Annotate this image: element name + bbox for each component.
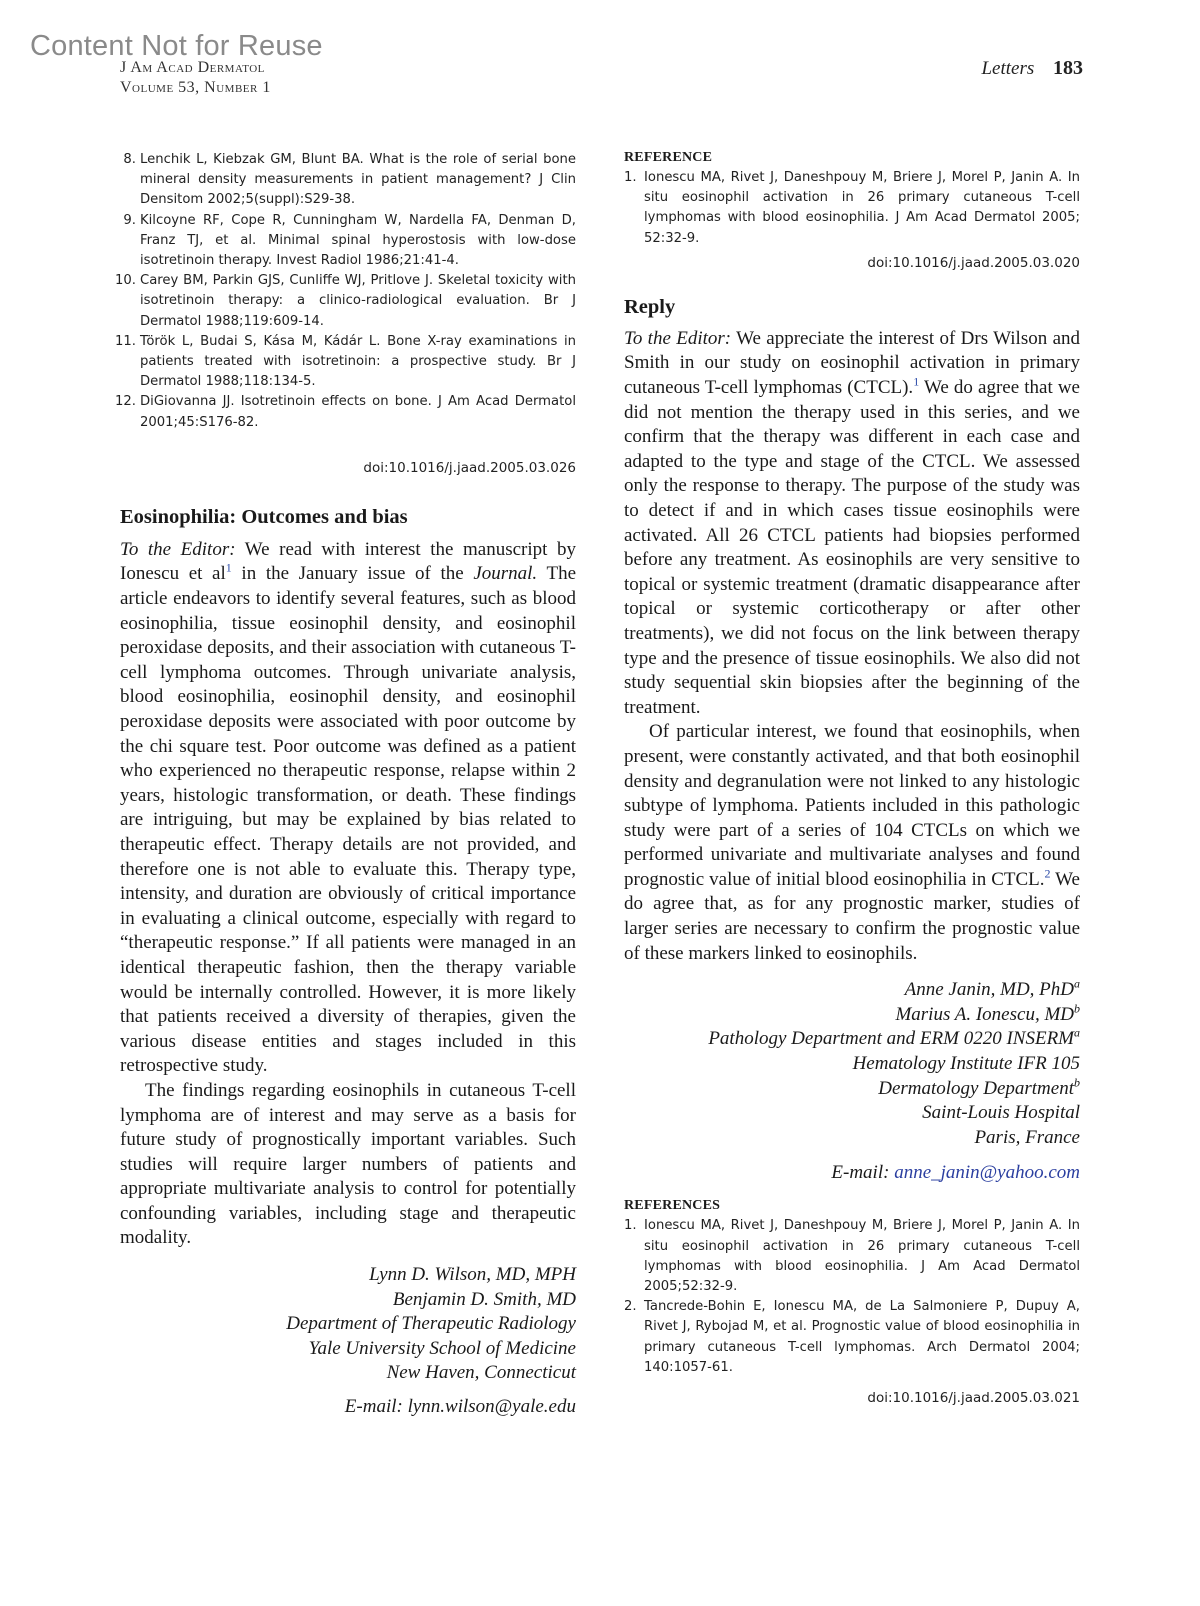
reference-item: [120, 211, 576, 272]
text-run: We do agree that we did not mention the therapy used in this series, and we confirm that the therapy was different in each case and adapted to the type and stage of the CTCL. We assessed only the response to therapy. The purpose of the study was to detect if and in which cases tissue eosinophils were activated. All 26 CTCL patients had biopsies performed before any treatment. As eosinophils are very sensitive to topical or systemic treatment (dramatic disappearance after topical or systemic corticotherapy or after other treatments), we did not focus on the link between therapy type and the presence of tissue eosinophils. We also did not study sequential skin biopsies after the beginning of the treatment.: [624, 377, 1080, 718]
reference-number: 10.: [115, 273, 136, 289]
reply-body: [624, 327, 1080, 966]
reference-text: Carey BM, Parkin GJS, Cunliffe WJ, Pritlove J. Skeletal toxicity with isotretinoin therapy: a clinico-radiological evaluation. Br J Dermatol 1988;119:609-14.: [140, 273, 576, 329]
signature-line: Department of Therapeutic Radiology: [286, 1313, 576, 1335]
signature-line: New Haven, Connecticut: [386, 1362, 576, 1384]
email-label: E-mail:: [344, 1396, 408, 1418]
signature-line: Benjamin D. Smith, MD: [392, 1288, 576, 1310]
signature-line: Marius A. Ionescu, $MD^b$: [895, 1001, 1080, 1025]
reference-text: Ionescu MA, Rivet J, Daneshpouy M, Briere J, Morel P, Janin A. In situ eosinophil activation in 26 primary cutaneous T-cell lymphomas with blood eosinophilia. J Am Acad Dermatol 2005;52:32-9.: [644, 1218, 1080, 1295]
text-run: We do agree that, as for any prognostic marker, studies of larger series are necessary to confirm the prognostic value of these markers linked to eosinophils.: [624, 868, 1080, 964]
signature-line: Hematology Institute IFR 105: [852, 1053, 1080, 1075]
reference-number: 8.: [123, 152, 136, 167]
citation-link[interactable]: 2: [1044, 866, 1051, 881]
email-link[interactable]: anne_janin@yahoo.com: [894, 1162, 1080, 1184]
reference-text: Török L, Budai S, Kása M, Kádár L. Bone X-ray examinations in patients treated with isotretinoin: a prospective study. Br J Dermatol 1988;118:134-5.: [140, 333, 576, 390]
email-link[interactable]: lynn.wilson@yale.edu: [407, 1396, 576, 1418]
paragraph: [624, 720, 1080, 966]
reference-item: [624, 168, 1080, 249]
email-line: [120, 1396, 576, 1418]
references-heading: REFERENCES: [624, 1198, 721, 1214]
journal-volume: Volume 53, Number 1: [120, 79, 271, 96]
reference-number: 12.: [115, 394, 136, 410]
reference-item: [115, 332, 576, 393]
reference-text: Kilcoyne RF, Cope R, Cunningham W, Nardella FA, Denman D, Franz TJ, et al. Minimal spinal hyperostosis with low-dose isotretinoin therapy. Invest Radiol 1986;21:41-4.: [140, 212, 576, 269]
reference-list: [624, 168, 1080, 249]
reference-text: DiGiovanna JJ. Isotretinoin effects on bone. J Am Acad Dermatol 2001;45:S176-82.: [140, 394, 576, 430]
reference-number: 1.: [624, 170, 637, 185]
text-run: We read with interest the manuscript by Ionescu et al: [120, 538, 576, 585]
reference-list: [115, 150, 576, 433]
reference-item: [624, 1216, 1080, 1297]
signature-line: Paris, France: [974, 1126, 1080, 1148]
journal-name: J Am Acad Dermatol: [120, 59, 265, 76]
doi[interactable]: doi:10.1016/j.jaad.2005.03.026: [363, 459, 576, 476]
signature-line: Anne Janin, MD, PhD$^a$: [904, 976, 1080, 1001]
reference-item: [624, 1297, 1080, 1378]
reference-number: 9.: [123, 212, 136, 228]
salutation: To the Editor:: [120, 538, 236, 560]
reference-heading: REFERENCE: [624, 150, 713, 165]
signature-line: Pathology Department and ERM 0220 INSERM$^a$: [708, 1026, 1080, 1050]
citation-link[interactable]: 1: [225, 561, 232, 576]
page-number: 183: [1053, 57, 1083, 79]
signature-line: Dermatology Department$^b$: [878, 1075, 1080, 1099]
signature-line: Yale University School of Medicine: [308, 1337, 576, 1359]
salutation: To the Editor:: [624, 327, 732, 349]
paragraph: The findings regarding eosinophils in cutaneous T-cell lymphoma are of interest and may serve as a basis for future study of prognostically important variables. Such studies will require larger numbers of patients and appropriate multivariate analysis to control for potentially confounding variables, including stage and therapeutic modality.: [120, 1079, 576, 1249]
paragraph: [120, 538, 576, 1079]
letter-body: [120, 538, 576, 1251]
paragraph: [624, 327, 1080, 721]
text-run: Of particular interest, we found that eosinophils, when present, were constantly activated, and that both eosinophil density and degranulation were not linked to any histologic subtype of lymphoma. Patients included in this pathologic study were part of a series of 104 CTCLs on which we performed univariate and multivariate analyses and found prognostic value of initial blood eosinophilia in CTCL.: [624, 721, 1080, 890]
text-run: in the January issue of the: [231, 563, 474, 585]
section-name: Letters: [981, 58, 1035, 79]
reference-number: 11.: [115, 333, 136, 349]
reference-text: Lenchik L, Kiebzak GM, Blunt BA. What is the role of serial bone mineral density measurements in patient management? J Clin Densitom 2002;5(suppl):S29-38.: [140, 152, 576, 208]
text-run: We appreciate the interest of Drs Wilson and Smith in our study on eosinophil activation in primary cutaneous T-cell lymphomas (CTCL).: [624, 327, 1081, 398]
watermark: Content Not for Reuse: [30, 30, 323, 62]
doi[interactable]: doi:10.1016/j.jaad.2005.03.021: [867, 1390, 1080, 1407]
email-line: [624, 1162, 1080, 1184]
reference-number: 1.: [624, 1218, 637, 1234]
reference-list: [624, 1216, 1080, 1378]
reference-text: Ionescu MA, Rivet J, Daneshpouy M, Briere J, Morel P, Janin A. In situ eosinophil activation in 26 primary cutaneous T-cell lymphomas with blood eosinophilia. J Am Acad Dermatol 2005; 52:32-9.: [644, 170, 1080, 246]
letter-title: Eosinophilia: Outcomes and bias: [120, 505, 408, 528]
doi[interactable]: doi:10.1016/j.jaad.2005.03.020: [867, 254, 1080, 271]
reply-title: Reply: [624, 295, 676, 318]
reference-text: Tancrede-Bohin E, Ionescu MA, de La Salmoniere P, Dupuy A, Rivet J, Rybojad M, et al. Prognostic value of blood eosinophilia in primary cutaneous T-cell lymphomas. Arch Dermatol 2004; 140:1057-61.: [644, 1299, 1080, 1375]
signature-block: [120, 1263, 576, 1386]
signature-line: Lynn D. Wilson, MD, MPH: [369, 1264, 576, 1286]
text-run: The article endeavors to identify several features, such as blood eosinophilia, tissue eosinophil density, and eosinophil peroxidase deposits, and their association with cutaneous T-cell lymphoma outcomes. Through univariate analysis, blood eosinophilia, eosinophil density, and eosinophil peroxidase deposits were associated with poor outcome by the chi square test. Poor outcome was defined as a patient who experienced no therapeutic response, relapse within 2 years, histologic transformation, or death. These findings are intriguing, but may be explained by bias related to therapeutic effect. Therapy details are not provided, and therefore one is not able to evaluate this. Therapy type, intensity, and duration are obviously of critical importance in evaluating a clinical outcome, especially with regard to “therapeutic response.” If all patients were managed in an identical therapeutic fashion, then the therapy variable would be internally controlled. However, it is more likely that patients received a diversity of therapies, given the various disease entities and stages included in this retrospective study.: [120, 563, 576, 1077]
running-head: [981, 57, 1083, 80]
citation-link[interactable]: 1: [913, 374, 920, 389]
journal-header: [120, 58, 271, 98]
right-column: [624, 150, 1080, 1406]
reference-item: [120, 150, 576, 211]
reference-number: 2.: [624, 1299, 637, 1315]
journal-ref: Journal.: [473, 563, 538, 585]
signature-block: [624, 978, 1080, 1150]
email-label: E-mail:: [831, 1162, 895, 1184]
left-column: [115, 150, 576, 1418]
reference-item: [115, 271, 576, 332]
reference-item: [115, 392, 576, 432]
signature-line: Saint-Louis Hospital: [922, 1102, 1080, 1124]
